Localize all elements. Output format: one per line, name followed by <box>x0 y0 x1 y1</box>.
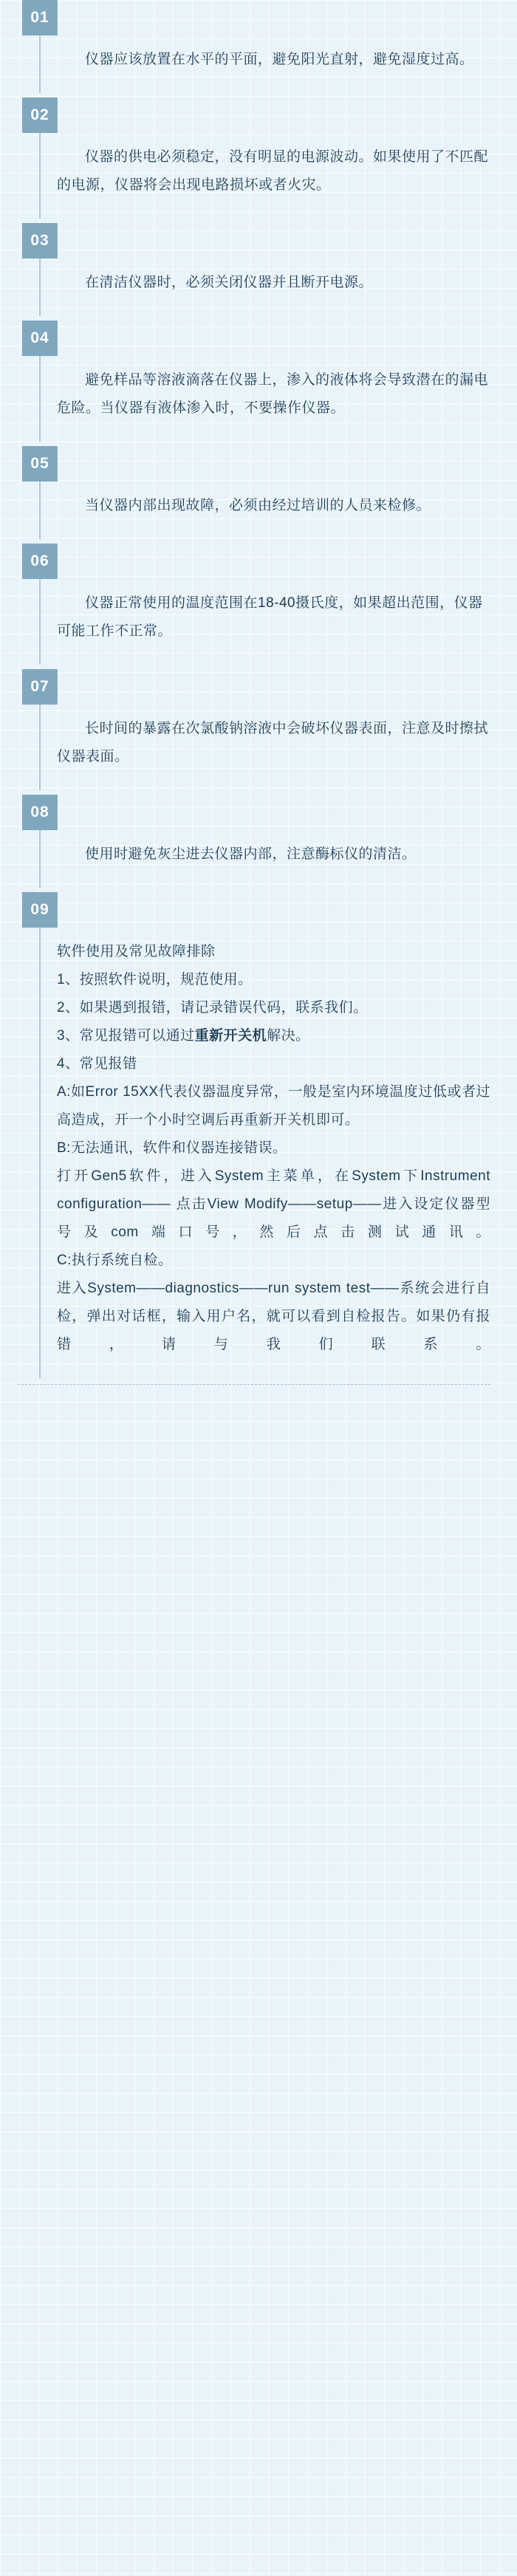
troubleshooting-error-c-title: C:执行系统自检。 <box>57 1253 173 1268</box>
troubleshooting-error-b-title: B:无法通讯，软件和仪器连接错误。 <box>57 1140 287 1156</box>
troubleshooting-line-2: 2、如果遇到报错，请记录错误代码，联系我们。 <box>57 1000 368 1015</box>
section-01 <box>18 0 490 93</box>
section-body <box>39 35 490 93</box>
section-number-badge: 04 <box>22 321 58 356</box>
section-paragraph: 长时间的暴露在次氯酸钠溶液中会破坏仪器表面，注意及时擦拭仪器表面。 <box>57 721 489 764</box>
section-body <box>39 928 490 1378</box>
section-paragraph: 仪器应该放置在水平的平面，避免阳光直射，避免湿度过高。 <box>85 52 474 67</box>
troubleshooting-error-a: A:如Error 15XX代表仪器温度异常，一般是室内环境温度过低或者过高造成，开一个小时空调后再重新开关机即可。 <box>57 1084 490 1128</box>
section-body <box>39 258 490 316</box>
section-03 <box>18 223 490 316</box>
troubleshooting-line-4: 4、常见报错 <box>57 1056 137 1072</box>
section-body <box>39 705 490 790</box>
section-number-badge: 08 <box>22 795 58 830</box>
bottom-divider <box>18 1384 490 1385</box>
section-body <box>39 482 490 539</box>
section-body <box>39 579 490 665</box>
section-number-badge: 03 <box>22 223 58 258</box>
troubleshooting-line-1: 1、按照软件说明，规范使用。 <box>57 972 253 987</box>
section-number-badge: 05 <box>22 446 58 482</box>
troubleshooting-title: 软件使用及常见故障排除 <box>57 944 216 959</box>
section-08 <box>18 795 490 888</box>
section-number-badge: 09 <box>22 892 58 928</box>
section-05 <box>18 446 490 539</box>
section-paragraph: 在清洁仪器时，必须关闭仪器并且断开电源。 <box>85 275 374 290</box>
section-paragraph: 仪器的供电必须稳定，没有明显的电源波动。如果使用了不匹配的电源，仪器将会出现电路损坏或者火灾。 <box>57 149 489 193</box>
section-06 <box>18 544 490 665</box>
troubleshooting-line-3 <box>57 1022 490 1050</box>
section-number-badge: 01 <box>22 0 58 35</box>
section-04 <box>18 321 490 442</box>
section-paragraph: 仪器正常使用的温度范围在18-40摄氏度，如果超出范围，仪器可能工作不正常。 <box>57 595 483 639</box>
troubleshooting-error-b-detail: 打开Gen5软件，进入System主菜单，在System下Instrument configuration—— 点击View Modify——setup——进入设定仪器型号及com端口号，然后点击测试通讯。 <box>57 1168 490 1240</box>
section-09-troubleshooting <box>18 892 490 1378</box>
section-07 <box>18 669 490 790</box>
line-3-emphasis: 重新开关机 <box>194 1028 267 1044</box>
section-number-badge: 06 <box>22 544 58 579</box>
line-3-suffix: 解决。 <box>267 1028 310 1044</box>
section-02 <box>18 97 490 219</box>
section-body <box>39 356 490 442</box>
section-body <box>39 830 490 888</box>
section-paragraph: 当仪器内部出现故障，必须由经过培训的人员来检修。 <box>85 498 431 513</box>
line-3-prefix: 3、常见报错可以通过 <box>57 1028 195 1044</box>
troubleshooting-error-c-detail: 进入System——diagnostics——run system test——系统会进行自检，弹出对话框，输入用户名，就可以看到自检报告。如果仍有报错，请与我们联系。 <box>57 1281 490 1352</box>
section-paragraph: 避免样品等溶液滴落在仪器上，渗入的液体将会导致潜在的漏电危险。当仪器有液体渗入时，不要操作仪器。 <box>57 372 489 416</box>
section-paragraph: 使用时避免灰尘进去仪器内部，注意酶标仪的清洁。 <box>85 846 417 862</box>
section-number-badge: 02 <box>22 97 58 133</box>
section-number-badge: 07 <box>22 669 58 705</box>
section-body <box>39 133 490 219</box>
